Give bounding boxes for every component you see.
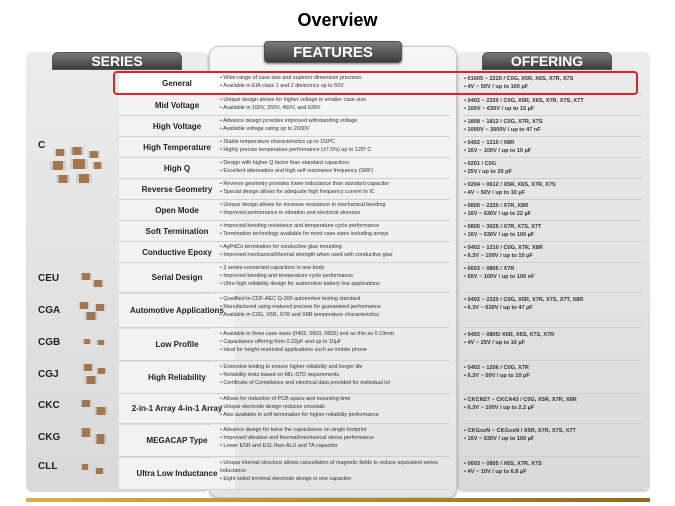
series-code: C — [38, 140, 46, 151]
offering-item: • 0805 ~ 2220 / X7R, X8R — [464, 203, 529, 209]
row-name: High Voltage — [119, 116, 235, 137]
feature-item: • Ultra high reliability design for automotive battery line applications — [220, 280, 380, 287]
feature-item: • Capacitance offering from 0.22µF and up to 10µF — [220, 338, 342, 345]
feature-list — [220, 221, 450, 242]
feature-item: • Design with higher Q factor than standard capacitors — [220, 160, 349, 166]
row-name: 2-in-1 Array 4-in-1 Array — [119, 394, 235, 424]
feature-list — [220, 458, 450, 490]
offering-item: • 0201 / C0G — [464, 161, 497, 167]
capacitor-chips-cgj-image — [78, 362, 110, 388]
offering-item: • 100V ~ 630V / up to 15 µF — [464, 106, 535, 112]
capacitor-chips-cga-image — [76, 300, 110, 322]
series-code: CGB — [38, 337, 61, 348]
feature-item: • Unique design allows for increase resistance to mechanical bending — [220, 202, 386, 208]
offering-list — [464, 221, 642, 242]
feature-list — [220, 329, 450, 361]
series-code: CKC — [38, 400, 60, 411]
feature-item: • Stable temperature characteristics up to 150ºC — [220, 139, 336, 145]
feature-item: • AgPdCu termination for conductive glue mounting — [220, 244, 342, 250]
feature-item: • Reliability tests based on MIL-STD requirements — [220, 371, 340, 378]
table-row — [26, 200, 650, 221]
feature-item: • Certificate of Compliance and electrical data provided for individual lot — [220, 379, 390, 386]
offering-list — [464, 263, 642, 293]
table-row — [26, 458, 650, 490]
offering-item: • 4V ~ 10V / up to 6.8 µF — [464, 469, 527, 475]
feature-list — [220, 137, 450, 158]
row-name: High Q — [119, 158, 235, 179]
feature-item: • Highly precise temperature performance (±7.5%) up to 125º C — [220, 146, 372, 153]
offering-item: • 4V ~ 50V / up to 100 µF — [464, 84, 529, 90]
feature-list — [220, 95, 450, 116]
capacitor-chips-ckg-image — [78, 426, 110, 450]
offering-header: OFFERING — [482, 52, 612, 70]
feature-item: • Available in three case sizes (0402, 0603, 0805) and as thin as 0.19mm — [220, 331, 395, 337]
offering-item: • 4V ~ 25V / up to 10 µF — [464, 340, 525, 346]
offering-list — [464, 394, 642, 424]
feature-item: • Special design allows for adequate high frequency current to IC — [220, 188, 375, 195]
table-row — [26, 329, 650, 361]
offering-item: • 16V ~ 630V / up to 100 µF — [464, 436, 535, 442]
feature-item: • Available voltage rating up to 2000V — [220, 125, 310, 132]
offering-item: • 1000V ~ 3000V / up to 47 nF — [464, 127, 541, 133]
table-row — [26, 179, 650, 200]
feature-list — [220, 242, 450, 263]
offering-list — [464, 362, 642, 394]
general-row-highlight — [113, 71, 638, 95]
row-name: Serial Design — [119, 263, 235, 293]
offering-item: • 0402 ~ 1210 / C0G, X7R, X8R — [464, 245, 543, 251]
table-row — [26, 242, 650, 263]
feature-item: • 2 series-connected capacitors in one body — [220, 265, 325, 271]
feature-item: • Wide range of case size and superior dimension precision — [220, 75, 362, 81]
table-row — [26, 137, 650, 158]
feature-list — [220, 263, 450, 293]
row-name: Reverse Geometry — [119, 179, 235, 200]
feature-item: • Improved bending and temperature cycle performance — [220, 272, 354, 279]
offering-list — [464, 329, 642, 361]
series-code: CKG — [38, 432, 61, 443]
series-code: CEU — [38, 273, 60, 284]
series-header: SERIES — [52, 52, 182, 70]
feature-item: • Improved performance in vibration and electrical stresses — [220, 209, 361, 216]
offering-item: • 0402 ~ 0805/ X5R, X6S, X7S, X7R — [464, 332, 555, 338]
offering-list — [464, 137, 642, 158]
row-name: Conductive Epoxy — [119, 242, 235, 263]
table-row — [26, 362, 650, 394]
offering-item: • 16V ~ 630V / up to 100 µF — [464, 232, 535, 238]
feature-list — [220, 425, 450, 457]
feature-list — [220, 394, 450, 424]
offering-list — [464, 425, 642, 457]
offering-item: • 6.3V ~ 100V / up to 10 µF — [464, 253, 533, 259]
offering-item: • 25V / up to 20 pF — [464, 169, 512, 175]
offering-list — [464, 116, 642, 137]
feature-item: • Reverse geometry provides lower inductance than standard capacitor — [220, 181, 390, 187]
offering-item: • 16V ~ 630V / up to 22 µF — [464, 211, 532, 217]
offering-item: • 1808 ~ 1812 / C0G, X7R, X7S — [464, 119, 543, 125]
row-name: High Temperature — [119, 137, 235, 158]
feature-item: • Unique electrode design reduces crosstalk — [220, 403, 325, 410]
feature-item: • Excellent attenuation and high self resonance frequency (SRF) — [220, 167, 374, 174]
row-name: General — [119, 73, 235, 94]
offering-item: • 6.3V ~ 100V / up to 2.2 µF — [464, 405, 535, 411]
feature-list — [220, 294, 450, 328]
feature-list — [220, 200, 450, 221]
feature-item: • Available in 100V, 250V, 450V, and 630V — [220, 104, 321, 111]
table-row — [26, 116, 650, 137]
feature-item: • Improved mechanical/thermal strength when used with conductive glue — [220, 251, 393, 258]
offering-item: • 0603 ~ 0805 / X6S, X7R, X7S — [464, 461, 542, 467]
offering-item: • 16V ~ 100V / up to 10 µF — [464, 148, 532, 154]
offering-item: • CKCN27 ~ CKCA43 / C0G, X5R, X7R, X8R — [464, 397, 577, 403]
capacitor-chips-ceu-image — [78, 270, 108, 290]
feature-item: • Eight sided terminal electrode design in one capacitor — [220, 475, 352, 482]
table-row — [26, 294, 650, 328]
feature-item: • Available in EIA class 1 and 2 dielectrics up to 50V — [220, 82, 344, 89]
table-row — [26, 425, 650, 457]
offering-item: • 01005 ~ 2220 / C0G, X5R, X6S, X7R, X7S — [464, 76, 574, 82]
row-name: Ultra Low Inductance — [119, 458, 235, 490]
feature-list — [220, 116, 450, 137]
row-name: Automotive Applications — [119, 294, 235, 328]
feature-item: • Improved vibration and thermal/mechanical stress performance — [220, 434, 375, 441]
feature-list — [220, 158, 450, 179]
table-row — [26, 221, 650, 242]
row-name: MEGACAP Type — [119, 425, 235, 457]
offering-item: • 0805 ~ 3025 / X7R, X7S, X7T — [464, 224, 542, 230]
footer-bar — [26, 498, 650, 502]
series-code: CGA — [38, 305, 61, 316]
table-row — [26, 263, 650, 293]
offering-list — [464, 179, 642, 200]
offering-item: • 0402 ~ 2220 / C0G, X5R, X7R, X7S, X7T, X8R — [464, 297, 584, 303]
offering-item: • 50V ~ 100V / up to 100 nF — [464, 274, 535, 280]
feature-item: • Advance design provides improved withstanding voltage — [220, 118, 358, 124]
offering-item: • 0204 ~ 0612 / X5R, X6S, X7R, X7S — [464, 182, 556, 188]
row-name: Mid Voltage — [119, 95, 235, 116]
offering-list — [464, 458, 642, 490]
series-code: CLL — [38, 461, 58, 472]
offering-item: • 0402 ~ 1206 / C0G, X7R — [464, 365, 529, 371]
row-name: High Reliability — [119, 362, 235, 394]
capacitor-chips-ckc-image — [78, 397, 110, 419]
series-code: CGJ — [38, 369, 59, 380]
feature-item: • Allows for reduction of PCB space and mounting time — [220, 396, 351, 402]
feature-item: • Qualified to CDF-AEC Q-200 automotive testing standard — [220, 296, 361, 302]
offering-list — [464, 200, 642, 221]
capacitor-chips-cgb-image — [80, 336, 110, 350]
offering-item: • 6.3V ~ 50V / up to 10 µF — [464, 373, 530, 379]
offering-item: • CKGxxN ~ CKGxxN / X5R, X7R, X7S, X7T — [464, 428, 576, 434]
offering-item: • 0402 ~ 2220 / C0G, X5R, X6S, X7R, X7S, X7T — [464, 98, 584, 104]
row-name: Open Mode — [119, 200, 235, 221]
offering-item: • 6.3V ~ 630V / up to 47 µF — [464, 305, 533, 311]
page-title: Overview — [297, 10, 378, 30]
capacitor-chips-cll-image — [78, 460, 110, 480]
feature-item: • Lower ESR and ESL than ALU and TA capacitor — [220, 442, 338, 449]
feature-item: • Extensive testing to ensure higher reliability and longer life — [220, 364, 363, 370]
offering-list — [464, 95, 642, 116]
feature-item: • Also available in soft termination for higher reliability performance — [220, 411, 379, 418]
feature-item: • Manufactured using matured process for guaranteed performance — [220, 303, 381, 310]
offering-item: • 4V ~ 50V / up to 10 µF — [464, 190, 525, 196]
row-name: Low Profile — [119, 329, 235, 361]
feature-item: • Unique internal structure allows cancellation of magnetic fields to reduce equivalent series inductance — [220, 460, 438, 474]
feature-item: • Available in C0G, X5R, X7R and X8R temperature characteristics — [220, 311, 380, 318]
features-header: FEATURES — [264, 41, 402, 63]
offering-item: • 0603 ~ 0805 / X7R — [464, 266, 515, 272]
feature-item: • Termination technology available for most case sizes including arrays — [220, 230, 389, 237]
feature-item: • Improved bending resistance and temperature cycle performance — [220, 223, 380, 229]
feature-item: • Unique design allows for higher voltage in smaller case size — [220, 97, 367, 103]
feature-item: • Advance design for twice the capacitance on single footprint — [220, 427, 367, 433]
table-row — [26, 394, 650, 424]
feature-item: • Ideal for height-restricted applications such as mobile phone — [220, 346, 367, 353]
capacitor-chips-c-image — [48, 145, 106, 189]
offering-list — [464, 294, 642, 328]
table-row — [26, 95, 650, 116]
feature-list — [220, 362, 450, 394]
feature-list — [220, 179, 450, 200]
table-row — [26, 158, 650, 179]
offering-item: • 0402 ~ 1210 / X8R — [464, 140, 515, 146]
offering-list — [464, 158, 642, 179]
row-name: Soft Termination — [119, 221, 235, 242]
offering-list — [464, 242, 642, 263]
